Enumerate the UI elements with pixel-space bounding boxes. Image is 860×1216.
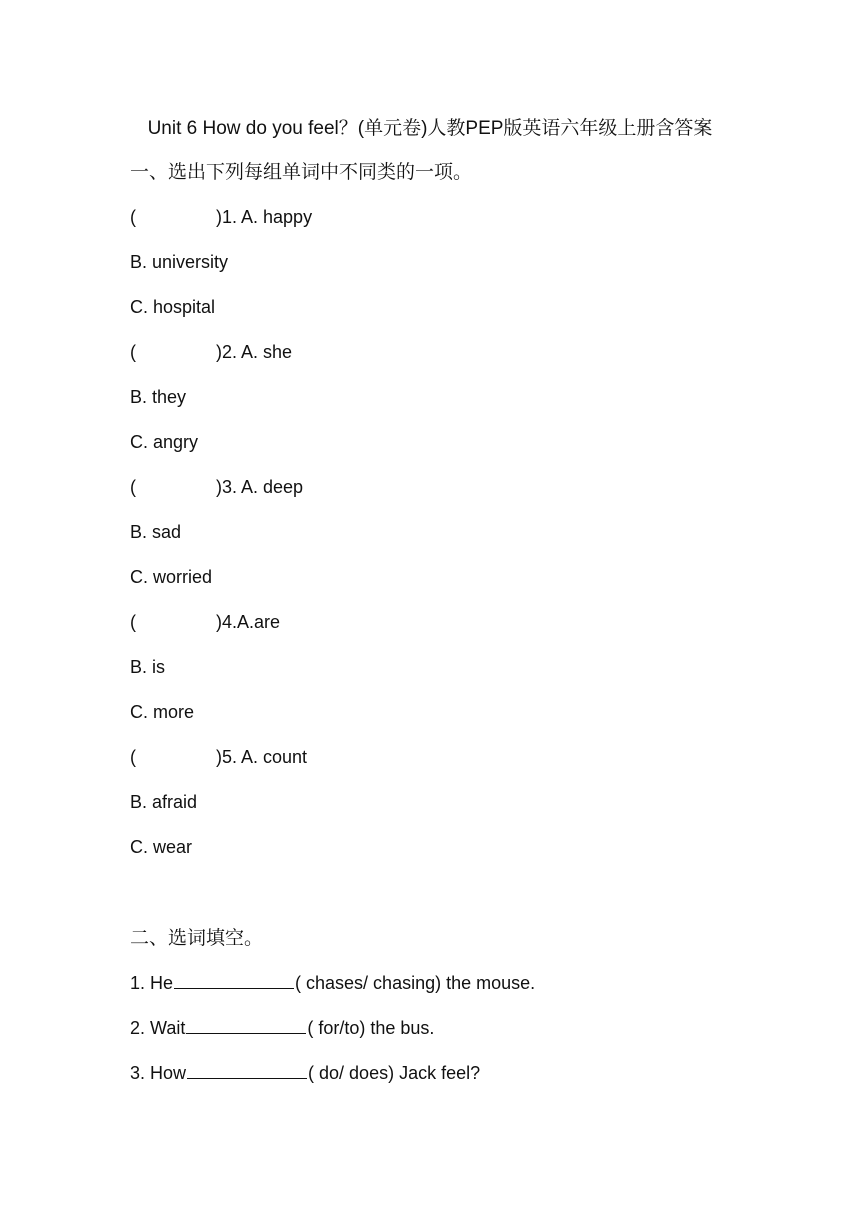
section1-heading: 一、选出下列每组单词中不同类的一项。 (130, 161, 473, 183)
question-4 (130, 610, 280, 634)
fill-suffix: ( do/ does) Jack feel? (308, 1063, 481, 1083)
option-b: B. they (130, 387, 187, 407)
fill-item-3 (130, 1061, 480, 1085)
answer-paren: ( (130, 342, 136, 362)
fill-suffix: ( chases/ chasing) the mouse. (295, 973, 536, 993)
document-title: Unit 6 How do you feel？(单元卷)人教PEP版英语六年级上册含答案 (147, 118, 713, 139)
option-b: B. university (130, 252, 229, 272)
question-stem: )2. A. she (216, 342, 293, 362)
option-c: C. more (130, 702, 195, 722)
question-stem: )5. A. count (216, 747, 308, 767)
option-b: B. is (130, 657, 166, 677)
fill-blank[interactable] (187, 1061, 307, 1079)
option-c: C. wear (130, 837, 193, 857)
question-2 (130, 340, 292, 364)
option-b: B. afraid (130, 792, 198, 812)
answer-paren: ( (130, 477, 136, 497)
question-stem: )4.A.are (216, 612, 281, 632)
answer-paren: ( (130, 207, 136, 227)
option-b: B. sad (130, 522, 182, 542)
question-5 (130, 745, 307, 769)
fill-item-1 (130, 971, 535, 995)
question-3 (130, 475, 303, 499)
option-c: C. angry (130, 432, 199, 452)
question-stem: )1. A. happy (216, 207, 313, 227)
fill-blank[interactable] (174, 971, 294, 989)
question-stem: )3. A. deep (216, 477, 304, 497)
fill-item-2 (130, 1016, 434, 1040)
option-c: C. hospital (130, 297, 216, 317)
section2-heading: 二、选词填空。 (130, 927, 264, 949)
fill-suffix: ( for/to) the bus. (307, 1018, 435, 1038)
fill-blank[interactable] (186, 1016, 306, 1034)
fill-prefix: 1. He (130, 973, 174, 993)
fill-prefix: 2. Wait (130, 1018, 186, 1038)
fill-prefix: 3. How (130, 1063, 187, 1083)
question-1 (130, 205, 312, 229)
answer-paren: ( (130, 612, 136, 632)
answer-paren: ( (130, 747, 136, 767)
option-c: C. worried (130, 567, 213, 587)
